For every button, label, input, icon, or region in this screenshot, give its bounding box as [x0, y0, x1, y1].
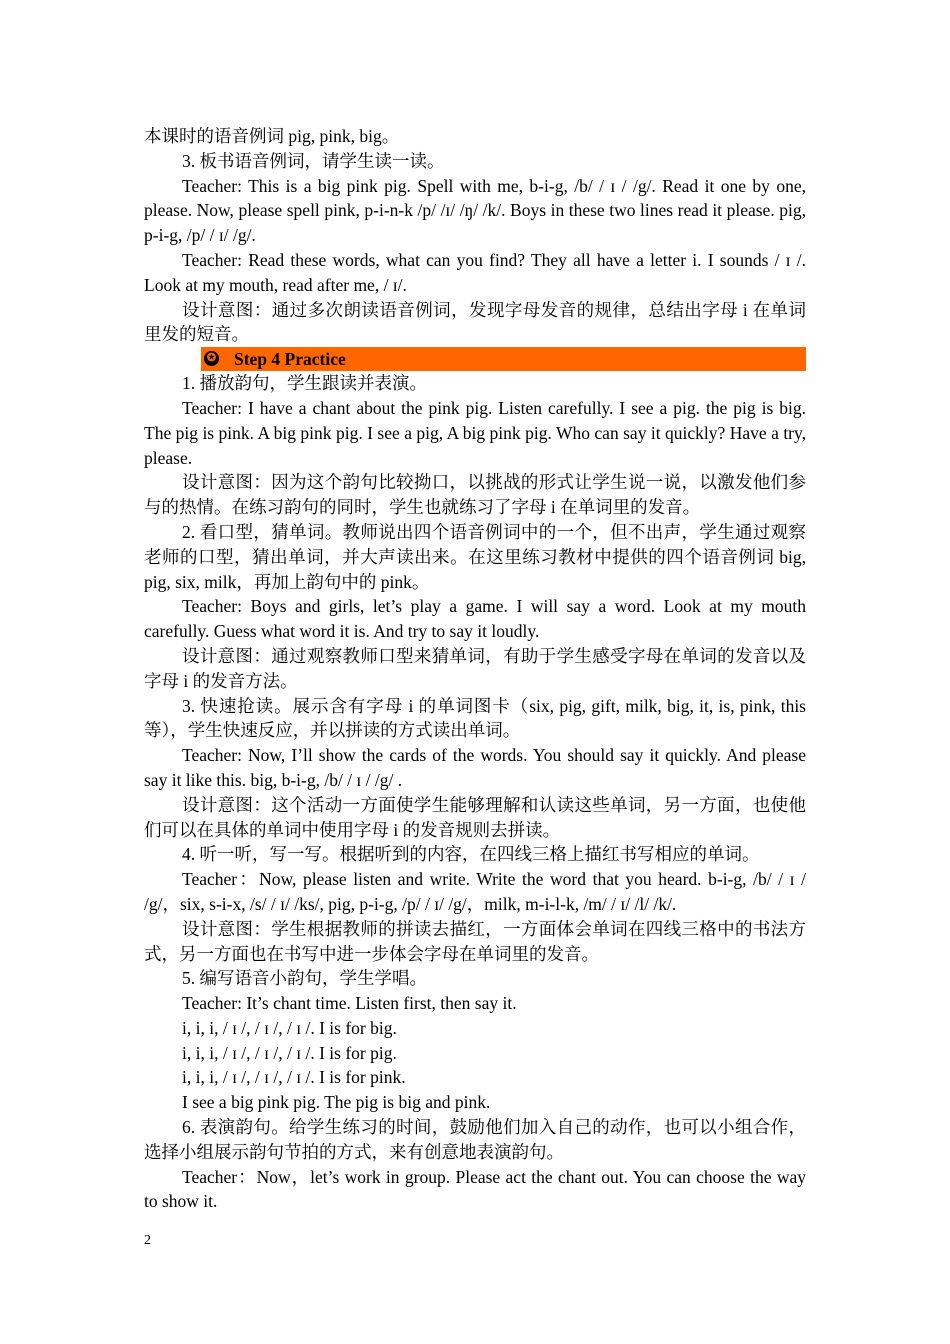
- paragraph: Teacher: I have a chant about the pink pig. Listen carefully. I see a pig. the pig is big. The pig is pink. A big pink pig. I see a pig, A big pink pig. Who can say it quickly? Have a try, please.: [144, 397, 806, 468]
- design-intent-paragraph: 设计意图：因为这个韵句比较拗口，以挑战的形式让学生说一说，以激发他们参与的热情。在练习韵句的同时，学生也就练习了字母 i 在单词里的发音。: [144, 472, 806, 518]
- paragraph: Teacher: Read these words, what can you find? They all have a letter i. I sounds / ɪ /. Look at my mouth, read after me, / ɪ/.: [144, 249, 806, 295]
- chant-line: i, i, i, / ɪ /, / ɪ /, / ɪ /. I is for pig.: [182, 1042, 397, 1063]
- paragraph: 6. 表演韵句。给学生练习的时间，鼓励他们加入自己的动作，也可以小组合作，选择小组展示韵句节拍的方式，来有创意地表演韵句。: [144, 1117, 806, 1162]
- paragraph: Teacher：Now，let’s work in group. Please act the chant out. You can choose the way to show it.: [144, 1166, 806, 1212]
- paragraph: Teacher: It’s chant time. Listen first, then say it.: [182, 993, 517, 1014]
- chant-line: i, i, i, / ɪ /, / ɪ /, / ɪ /. I is for big.: [182, 1017, 397, 1038]
- design-intent-paragraph: 设计意图：通过观察教师口型来猜单词，有助于学生感受字母在单词的发音以及字母 i 的发音方法。: [144, 645, 806, 691]
- design-intent-paragraph: 设计意图：这个活动一方面使学生能够理解和认读这些单词，另一方面，也使他们可以在具体的单词中使用字母 i 的发音规则去拼读。: [144, 794, 806, 840]
- document-body: [144, 124, 806, 1214]
- paragraph: 本课时的语音例词 pig, pink, big。: [144, 126, 400, 146]
- design-intent-paragraph: 设计意图：学生根据教师的拼读去描红，一方面体会单词在四线三格中的书法方式，另一方面也在书写中进一步体会字母在单词里的发音。: [144, 918, 806, 964]
- paragraph: Teacher: Now, I’ll show the cards of the words. You should say it quickly. And please say it like this. big, b-i-g, /b/ / ɪ / /g/ .: [144, 745, 806, 790]
- paragraph: Teacher: Boys and girls, let’s play a game. I will say a word. Look at my mouth carefully. Guess what word it is. And try to say it loudly.: [144, 596, 806, 642]
- paragraph: 4. 听一听，写一写。根据听到的内容，在四线三格上描红书写相应的单词。: [182, 844, 760, 865]
- paragraph: 3. 板书语音例词，请学生读一读。: [182, 150, 445, 171]
- paragraph: Teacher: This is a big pink pig. Spell with me, b-i-g, /b/ / ɪ / /g/. Read it one by one, please. Now, please spell pink, p-i-n-k /p/ /ɪ/ /ŋ/ /k/. Boys in these two lines read it please. pig, p-i-g, /p/ / ɪ/ /g/.: [144, 175, 806, 246]
- page-number: 2: [144, 1233, 151, 1248]
- paragraph: 5. 编写语音小韵句，学生学唱。: [182, 968, 427, 989]
- design-intent-paragraph: 设计意图：通过多次朗读语音例词，发现字母发音的规律，总结出字母 i 在单词里发的短音。: [144, 299, 806, 345]
- paragraph: Teacher：Now, please listen and write. Write the word that you heard. b-i-g, /b/ / ɪ / /g/，six, s-i-x, /s/ / ɪ/ /ks/, pig, p-i-g, /p/ / ɪ/ /g/，milk, m-i-l-k, /m/ / ɪ/ /l/ /k/.: [144, 869, 806, 914]
- chant-line: I see a big pink pig. The pig is big and pink.: [182, 1092, 491, 1113]
- star-circle-icon: ✪: [204, 351, 219, 366]
- chant-line: i, i, i, / ɪ /, / ɪ /, / ɪ /. I is for pink.: [182, 1067, 406, 1088]
- paragraph: 3. 快速抢读。展示含有字母 i 的单词图卡（six, pig, gift, milk, big, it, is, pink, this 等），学生快速反应，并以拼读的方式读出单词。: [144, 695, 806, 741]
- step-heading-label: Step 4 Practice: [234, 349, 346, 370]
- paragraph: 1. 播放韵句，学生跟读并表演。: [182, 373, 427, 394]
- step-heading: [201, 347, 806, 371]
- paragraph: 2. 看口型，猜单词。教师说出四个语音例词中的一个，但不出声，学生通过观察老师的口型，猜出单词，并大声读出来。在这里练习教材中提供的四个语音例词 big, pig, six, milk，再加上韵句中的 pink。: [144, 521, 807, 592]
